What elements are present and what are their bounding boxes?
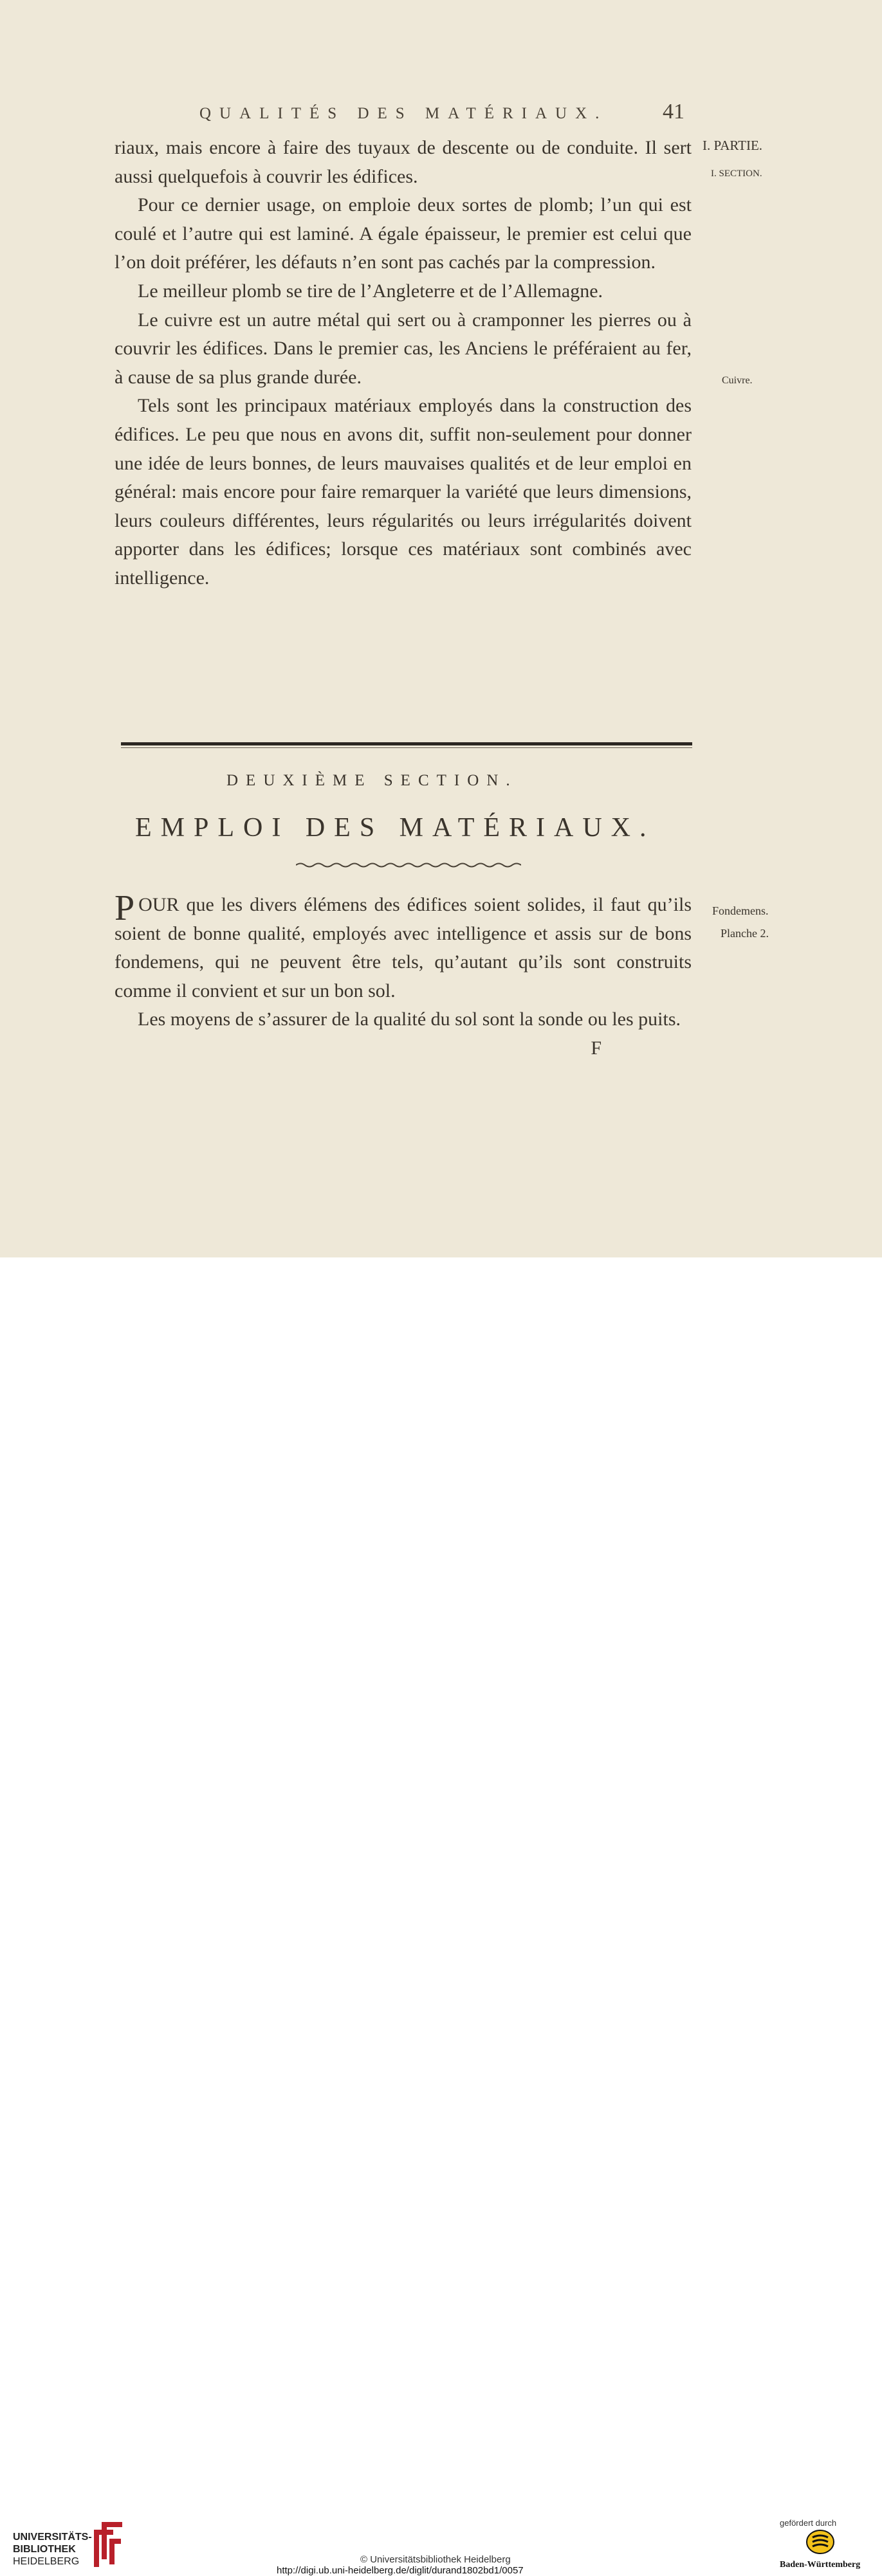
margin-note-planche: Planche 2. — [721, 927, 769, 940]
paragraph: Pour ce dernier usage, on emploie deux sortes de plomb; l’un qui est coulé et l’autre qui est laminé. A égale épaisseur, le premier est celui que l’on doit préférer, les défauts n’en sont pas cachés par la compression. — [115, 194, 692, 273]
funded-by-label: gefördert durch — [780, 2518, 837, 2528]
margin-note-cuivre: Cuivre. — [722, 375, 753, 386]
signature-mark: F — [591, 1037, 602, 1059]
ornament-wave — [296, 862, 521, 868]
lower-text-block — [115, 888, 692, 1063]
running-head: QUALITÉS DES MATÉRIAUX. — [199, 105, 608, 122]
footer — [0, 1257, 882, 2576]
section-title: EMPLOI DES MATÉRIAUX. — [135, 813, 656, 843]
upper-text-block — [115, 134, 692, 593]
page-number: 41 — [663, 100, 684, 123]
scanned-page — [0, 0, 882, 1257]
sponsor-name: Baden-Württemberg — [780, 2560, 861, 2570]
baden-wuerttemberg-crest-icon — [806, 2530, 834, 2554]
paragraph — [115, 888, 692, 1005]
paragraph: Le cuivre est un autre métal qui sert ou à cramponner les pierres ou à couvrir les édifices. Dans le premier cas, les Anciens le préféraient au fer, à cause de sa plus grande durée. — [115, 309, 692, 388]
library-name-line3: HEIDELBERG — [13, 2556, 80, 2567]
paragraph-text: Les moyens de s’assurer de la qualité du sol sont la sonde ou les puits. — [138, 1009, 681, 1030]
margin-note-fondemens: Fondemens. — [712, 904, 769, 917]
paragraph — [115, 1005, 692, 1059]
library-name-line1: UNIVERSITÄTS- — [13, 2532, 92, 2543]
section-divider-thin — [121, 747, 692, 748]
library-logo-icon — [90, 2519, 127, 2570]
permalink-url[interactable]: http://digi.ub.uni-heidelberg.de/diglit/durand1802bd1/0057 — [277, 2565, 524, 2576]
library-name-line2: BIBLIOTHEK — [13, 2544, 76, 2555]
margin-note-section: I. SECTION. — [711, 169, 762, 179]
copyright-notice: © Universitätsbibliothek Heidelberg — [360, 2554, 511, 2565]
paragraph-text: OUR que les divers élémens des édifices soient solides, il faut qu’ils soient de bonne qualité, employés avec intelligence et assis sur de bons fondemens, qui ne peuvent être tels, qu’autant qu’ils sont construits comme il convient et sur un bon sol. — [115, 894, 692, 1001]
drop-cap: P — [115, 888, 135, 928]
section-divider — [121, 742, 692, 745]
paragraph: Le meilleur plomb se tire de l’Angleterre et de l’Allemagne. — [138, 280, 603, 302]
paragraph: riaux, mais encore à faire des tuyaux de descente ou de conduite. Il sert aussi quelquefois à couvrir les édifices. — [115, 137, 692, 187]
section-label: DEUXIÈME SECTION. — [226, 772, 518, 789]
paragraph: Tels sont les principaux matériaux employés dans la construction des édifices. Le peu que nous en avons dit, suffit non-seulement pour donner une idée de leurs bonnes, de leurs mauvaises qualités et de leur emploi en général: mais encore pour faire remarquer la variété que leurs dimensions, leurs couleurs différentes, leurs régularités ou leurs irrégularités doivent apporter dans les édifices; lorsque ces matériaux sont combinés avec intelligence. — [115, 395, 692, 589]
margin-note-partie: I. PARTIE. — [703, 138, 763, 153]
